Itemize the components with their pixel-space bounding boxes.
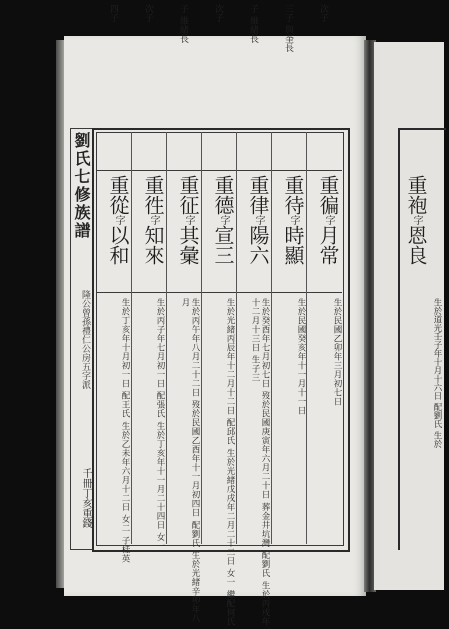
zi-label: 字 — [148, 215, 159, 225]
person-name — [209, 175, 235, 265]
relation-label: 次子 — [318, 4, 328, 22]
person-name — [314, 175, 340, 265]
given-name: 重從 — [106, 175, 130, 215]
biography-text: 生於民國乙卯年三月初七日 — [332, 298, 342, 406]
relation-label: 子 維緒長 — [248, 4, 258, 43]
column-rule — [166, 132, 167, 544]
column-rule — [131, 132, 132, 544]
biography-text: 生於癸酉年七月初七日 歿於民國庚寅年六月二十日 葬金井坑灣 配劉氏 生於丙戌年十二月十三日 生子三 — [250, 298, 270, 626]
courtesy-name: 月常 — [316, 225, 340, 265]
column-rule — [306, 132, 307, 544]
column-rule — [271, 132, 272, 544]
zi-label: 字 — [183, 215, 194, 225]
courtesy-name: 其彙 — [176, 225, 200, 265]
given-name: 重袍 — [404, 175, 428, 215]
given-name: 重徃 — [141, 175, 165, 215]
courtesy-name: 恩良 — [404, 225, 428, 265]
courtesy-name: 知來 — [141, 225, 165, 265]
zi-label: 字 — [113, 215, 124, 225]
biography-text: 生於丙子年七月初一日 配張氏 生於丁亥年十一月二十四日 女一 — [155, 298, 165, 551]
column-rule — [236, 132, 237, 544]
edition-label: 千冊丁亥重錢 — [80, 468, 91, 528]
biography-text: 生於光緒丙辰年十二月十二日 配邱氏 生於光緒戊戌年二月二十二日 女一 繼配何氏 — [225, 298, 235, 626]
person-name — [404, 175, 428, 265]
given-name: 重律 — [246, 175, 270, 215]
person-name — [244, 175, 270, 265]
column-rule — [201, 132, 202, 544]
relation-label: 三子 與奎長 — [283, 4, 293, 52]
biography-text: 生於道光壬子年十月十六日 配劉氏 生於 — [432, 298, 442, 448]
biography-text: 生於民國癸亥年十一月十一日 — [296, 298, 306, 415]
biography-text: 生於丁亥年十月初一日 配王氏 生於乙未年六月十二日 女二 子桂英 — [120, 298, 130, 563]
person-name — [174, 175, 200, 265]
person-name — [279, 175, 305, 265]
book-title: 劉氏七修族譜 — [72, 132, 91, 240]
courtesy-name: 陽六 — [246, 225, 270, 265]
given-name: 重待 — [281, 175, 305, 215]
person-name — [139, 175, 165, 265]
relation-label: 子 維緒長 — [178, 4, 188, 43]
courtesy-name: 時顯 — [281, 225, 305, 265]
zi-label: 字 — [288, 215, 299, 225]
given-name: 重德 — [211, 175, 235, 215]
biography-text: 生於丙午年八月二十二日 歿於民國乙酉年十一月初四日 配劉氏 生於光緒辛卯年八月 — [180, 298, 200, 623]
relation-label: 次子 — [213, 4, 223, 22]
relation-label: 四子 — [108, 4, 118, 22]
zi-label: 字 — [218, 215, 229, 225]
relation-label: 次子 — [143, 4, 153, 22]
zi-label: 字 — [253, 215, 264, 225]
given-name: 重徧 — [316, 175, 340, 215]
courtesy-name: 以和 — [106, 225, 130, 265]
person-name — [104, 175, 130, 265]
zi-label: 字 — [323, 215, 334, 225]
given-name: 重征 — [176, 175, 200, 215]
courtesy-name: 宣三 — [211, 225, 235, 265]
branch-label: 隆公曾孫禮仁公房五字派 — [80, 290, 90, 389]
zi-label: 字 — [411, 215, 422, 225]
